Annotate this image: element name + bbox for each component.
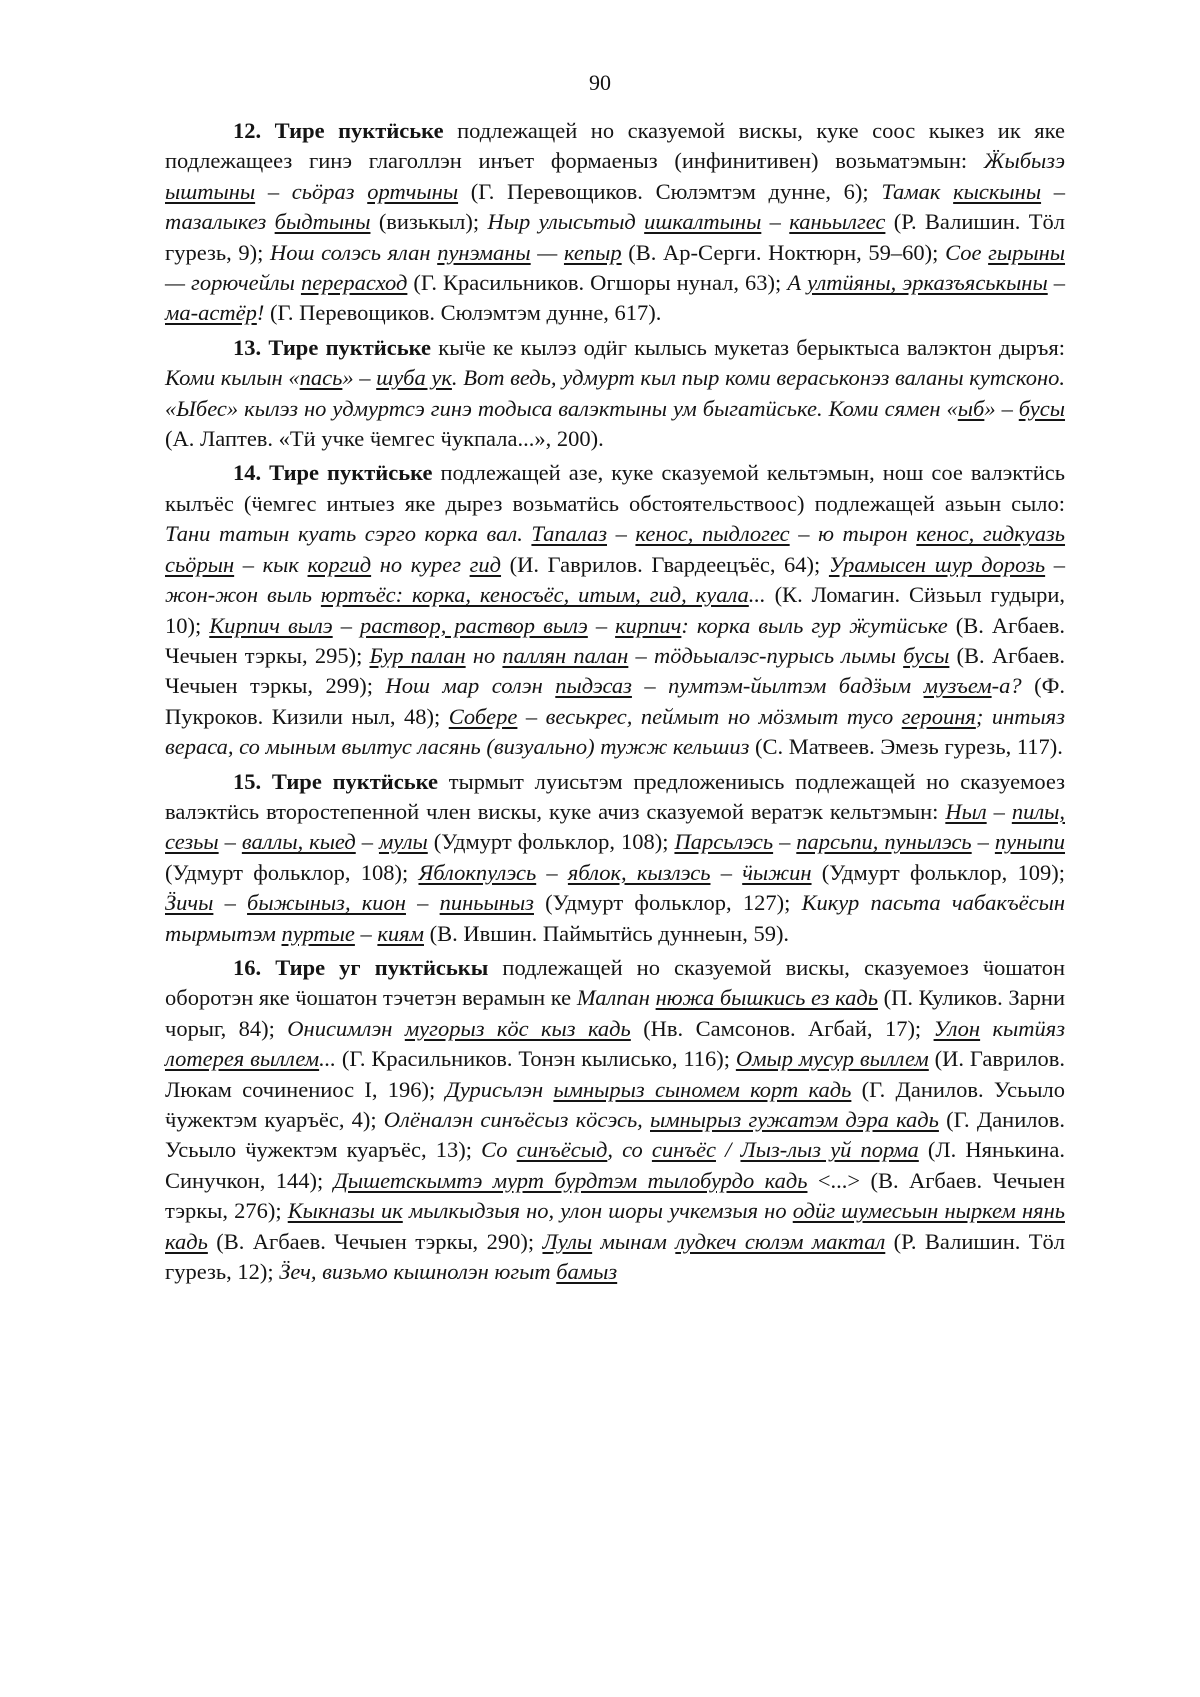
underlined-example <box>934 1016 981 1041</box>
underline: кирпич <box>615 612 682 638</box>
underline: мулы <box>378 829 428 855</box>
plain-text: (Г. Перевощиков. Сюлэмтэм дунне, 617). <box>264 300 662 326</box>
example-text: ! <box>256 300 265 326</box>
underlined-example <box>742 860 811 885</box>
example-text: – <box>986 798 1012 824</box>
underline: пиньыныз <box>439 890 534 916</box>
underlined-example <box>288 1198 403 1223</box>
example-text: – жон-жон выль <box>165 551 1065 608</box>
underline: коргид <box>307 551 372 577</box>
underlined-example <box>736 1046 929 1071</box>
plain-text: (Г. Данилов. Усьыло ӵужектэм куаръёс, 4); <box>165 1076 1065 1132</box>
underline: Тапалаз <box>531 521 607 547</box>
underlined-example <box>674 829 773 854</box>
underlined-example <box>789 209 885 234</box>
underlined-example <box>903 643 949 668</box>
bold-term: 16. <box>233 954 276 980</box>
example-text: – <box>773 829 797 855</box>
underline: пыдэсаз <box>555 673 632 699</box>
underlined-example <box>242 829 356 854</box>
example-text: – <box>213 890 248 916</box>
bold-term: 14. <box>233 460 270 486</box>
underline: героиня <box>901 703 976 729</box>
example-text: – <box>405 890 440 916</box>
underlined-example <box>418 860 536 885</box>
underline: ма-астёр <box>165 300 257 326</box>
bold-term: Тире пуктӥське <box>274 118 444 143</box>
example-text: -а? <box>991 673 1022 699</box>
underlined-example <box>555 673 632 698</box>
underlined-example <box>301 270 407 295</box>
underline: Ныл <box>945 798 987 824</box>
example-text: – <box>1047 270 1065 296</box>
example-text: – <box>971 829 995 855</box>
paragraph-p14 <box>165 458 1065 762</box>
example-text: Онисимлэн <box>287 1015 405 1041</box>
underline: бусы <box>1018 395 1066 421</box>
example-text: – <box>587 612 616 638</box>
bold-term: 15. <box>233 768 272 794</box>
underline: нюжа бышкись ез кадь <box>655 985 878 1011</box>
underlined-example <box>675 1229 885 1254</box>
page-number: 90 <box>589 70 611 95</box>
underline: раствор, раствор вылэ <box>360 612 588 638</box>
underline: ыштыны <box>165 178 256 204</box>
underlined-example <box>531 521 607 546</box>
plain-text: подлежащей азе, куке сказуемой кельтэмын, нош сое валэктӥсь кылъёс (ӵемгес интыез яке дырез возьматӥсь обстоятельствоос) подлежащей азьын сыло: <box>165 460 1065 516</box>
plain-text: (Г. Данилов. Усьыло ӵужектэм куаръёс, 13); <box>165 1107 1065 1163</box>
bold-term: 13. <box>233 334 269 360</box>
underlined-example <box>542 1229 592 1254</box>
underline: ортчыны <box>367 178 459 204</box>
underline: кепыр <box>563 239 622 265</box>
underlined-example <box>275 209 371 234</box>
example-text: но курег <box>371 551 470 577</box>
plain-text: (Г. Перевощиков. Сюлэмтэм дунне, 6); <box>458 178 882 204</box>
underlined-example <box>829 552 1045 577</box>
underline: лудкеч сюлэм мактал <box>675 1228 886 1254</box>
underlined-example <box>165 300 257 325</box>
underlined-example <box>615 613 681 638</box>
underline: ыб <box>957 395 985 421</box>
underline: парсьпи, пунылэсь <box>796 829 972 855</box>
underlined-example <box>924 673 992 698</box>
underlined-example <box>988 240 1065 265</box>
plain-text: (И. Гаврилов. Гвардеецъёс, 64); <box>501 551 829 577</box>
plain-text: (Ф. Пукроков. Кизили ныл, 48); <box>165 673 1066 729</box>
example-text: – кык <box>234 551 308 577</box>
underline: ӵыжин <box>742 859 812 885</box>
example-text: Малпан <box>576 985 656 1011</box>
underlined-example <box>321 582 749 607</box>
underline: Кирпич вылэ <box>209 612 333 638</box>
underlined-example <box>437 240 530 265</box>
example-text: – <box>536 859 568 885</box>
underline: синъёсыд <box>516 1137 608 1163</box>
example-text: – пумтэм-йылтэм бадӟым <box>631 673 924 699</box>
underlined-example <box>379 829 428 854</box>
underlined-example <box>502 643 628 668</box>
underline: кенос, гидкуазь сьӧрын <box>165 521 1066 577</box>
underline: Ӟичы <box>165 890 214 916</box>
plain-text: (К. Ломагин. Сӥзьыл гудыри, 10); <box>165 582 1065 638</box>
underlined-example <box>652 1137 716 1162</box>
plain-text: (В. Ившин. Паймытӥсь дуннеын, 59). <box>423 920 790 946</box>
underline: пась <box>299 365 343 391</box>
plain-text: (В. Агбаев. Чечыен тэркы, 290); <box>207 1228 543 1254</box>
underline: Бур палан <box>369 642 466 668</box>
underline: яблок, кызлэсь <box>567 859 711 885</box>
underline: Яблокпулэсь <box>418 859 537 885</box>
body-text <box>165 116 1065 1291</box>
underline: бусы <box>903 642 950 668</box>
plain-text: (П. Куликов. Зарни чорыг, 84); <box>165 985 1065 1041</box>
underlined-example <box>953 179 1041 204</box>
underlined-example <box>360 613 588 638</box>
underlined-example <box>247 890 406 915</box>
underlined-example <box>807 270 1048 295</box>
underlined-example <box>902 704 976 729</box>
underline: Парсьлэсь <box>674 829 774 855</box>
example-text: — <box>530 239 564 265</box>
example-text: Дурисьлэн <box>445 1076 554 1102</box>
underlined-example <box>165 890 213 915</box>
underline: бамыз <box>556 1259 618 1285</box>
example-text: ... <box>748 582 766 608</box>
underlined-example <box>650 1107 939 1132</box>
underlined-example <box>209 613 332 638</box>
example-text: . Вот ведь, удмурт кыл пыр коми вераськонэз валаны кутсконо. «Ыбес» кылэз но удмуртсэ гинэ тодыса валэктыны ум быгатӥське. Коми сямен « <box>165 365 1065 421</box>
underline: перерасход <box>300 270 408 296</box>
bold-term: Тире пуктӥське <box>269 460 433 486</box>
underline: кыскыны <box>953 178 1042 204</box>
example-text: , со <box>607 1137 652 1163</box>
underlined-example <box>376 365 452 390</box>
underline: киям <box>377 920 424 946</box>
plain-text: <...> (В. Агбаев. Чечыен тэркы, 276); <box>165 1167 1065 1224</box>
underlined-example <box>644 209 761 234</box>
plain-text: (Г. Красильников. Тонэн кылисько, 116); <box>335 1046 736 1072</box>
underlined-example <box>377 921 424 946</box>
example-text: – <box>710 859 743 885</box>
paragraph-p13 <box>165 333 1065 455</box>
example-text: Олёналэн синъёсыз кӧсэсь, <box>383 1107 650 1132</box>
example-text: – ю тырон <box>789 521 917 547</box>
underlined-example <box>470 552 501 577</box>
underline: быжыныз, кион <box>247 890 406 916</box>
plain-text: подлежащей но сказуемой вискы, сказуемоез ӵошатон оборотэн яке ӵошатон тэчетэн верамын ке <box>165 954 1065 1011</box>
underline: ултӥяны, эрказъяськыны <box>807 270 1048 296</box>
underlined-example <box>635 521 789 546</box>
example-text: » – <box>984 395 1019 421</box>
example-text: – <box>354 920 378 946</box>
underline: синъёс <box>651 1137 716 1163</box>
underlined-example <box>165 1046 319 1071</box>
example-text: кытӥяз <box>980 1015 1066 1041</box>
example-text: – тазалыкез <box>165 178 1066 235</box>
underline: ишкалтыны <box>644 209 762 235</box>
example-text: / <box>715 1137 741 1163</box>
underlined-example <box>568 860 711 885</box>
underlined-example <box>958 396 985 421</box>
example-text: – веськрес, пеймыт но мӧзмыт тусо <box>517 703 902 729</box>
underlined-example <box>517 1137 608 1162</box>
underline: кенос, пыдлогес <box>635 521 790 547</box>
underlined-example <box>740 1137 918 1162</box>
example-text: – <box>218 829 242 855</box>
plain-text: (В. Ар-Серги. Ноктюрн, 59–60); <box>621 239 946 265</box>
underline: мугорыз кӧс кыз кадь <box>404 1015 631 1041</box>
underline: Улон <box>933 1015 981 1041</box>
example-text: ; интыяз вераса, со мыным вылтус ласянь (визуально) тужж кельшиз <box>165 703 1065 760</box>
underline: пилы, сезьы <box>165 798 1065 855</box>
underlined-example <box>405 1016 631 1041</box>
example-text: Коми кылын « <box>165 365 300 391</box>
paragraph-p12 <box>165 116 1065 329</box>
underline: Собере <box>448 703 518 729</box>
underline: ымнырыз гужатэм дэра кадь <box>650 1107 939 1132</box>
example-text: Тамак <box>881 178 954 204</box>
plain-text: (И. Гаврилов. Люкам сочинениос I, 196); <box>165 1046 1065 1102</box>
underlined-example <box>1019 396 1065 421</box>
underlined-example <box>449 704 518 729</box>
underline: каньылгес <box>789 209 886 235</box>
plain-text: (Р. Валишин. Тӧл гурезь, 12); <box>165 1228 1066 1285</box>
underline: одӥг шумесьын ныркем нянь кадь <box>165 1198 1065 1254</box>
example-text: – <box>332 612 360 638</box>
plain-text: (Удмурт фольклор, 127); <box>533 890 802 916</box>
underline: Кыкназы ик <box>287 1198 403 1224</box>
underlined-example <box>282 921 355 946</box>
underline: паллян палан <box>502 642 629 668</box>
plain-text: тырмыт луисьтэм предложениысь подлежащей но сказуемоез валэктӥсь второстепенной член вискы, куке ачиз сказуемой вератэк кельтэмын: <box>165 768 1066 824</box>
underline: юртъёс: корка, кеносъёс, итым, гид, куала <box>320 582 749 608</box>
example-text: мылкыдзыя но, улон шоры учкемзыя но <box>402 1198 793 1224</box>
example-text: Ӟеч, визьмо кышнолэн югыт <box>279 1259 557 1285</box>
underlined-example <box>796 829 971 854</box>
underlined-example <box>553 1077 851 1102</box>
underlined-example <box>367 179 458 204</box>
plain-text: (Г. Красильников. Огшоры нунал, 63); <box>407 270 788 296</box>
bold-term: 12. <box>233 118 275 143</box>
example-text: Со <box>481 1137 517 1163</box>
underline: Дышетскымтэ мурт бурдтэм тылобурдо кадь <box>333 1167 808 1193</box>
underlined-example <box>308 552 372 577</box>
plain-text: (В. Агбаев. Чечыен тэркы, 299); <box>165 642 1066 699</box>
underlined-example <box>995 829 1065 854</box>
underline: пунэманы <box>437 239 531 265</box>
underlined-example <box>370 643 466 668</box>
plain-text: (Удмурт фольклор, 109); <box>811 859 1066 885</box>
example-text: – <box>607 521 636 547</box>
underlined-example <box>300 365 343 390</box>
underline: шуба ук <box>376 365 452 391</box>
paragraph-p15 <box>165 767 1065 949</box>
bold-term: Тире уг пуктӥськы <box>275 954 489 980</box>
example-text: — горючейлы <box>165 270 301 296</box>
example-text: мынам <box>592 1228 676 1254</box>
bold-term: Тире пуктӥське <box>271 768 439 794</box>
example-text: – сьӧраз <box>255 178 368 204</box>
underline: ымнырыз сыномем корт кадь <box>553 1076 852 1102</box>
underlined-example <box>165 179 255 204</box>
example-text: » – <box>342 365 377 391</box>
underline: гид <box>469 551 502 577</box>
example-text: Ӝыбызэ <box>983 148 1065 174</box>
plain-text: (Удмурт фольклор, 108); <box>427 829 675 855</box>
example-text: Нош мар солэн <box>385 673 556 699</box>
example-text: но <box>465 642 503 668</box>
example-text: : корка выль гур ӝутӥське <box>681 612 948 638</box>
plain-text: (Нв. Самсонов. Агбай, 17); <box>630 1015 934 1041</box>
underline: Омыр мусур выллем <box>735 1046 929 1072</box>
bold-term: Тире пуктӥське <box>268 334 432 360</box>
plain-text: кыӵе ке кылэз одӥг кылысь мукетаз берыктыса валэктон дыръя: <box>431 334 1065 360</box>
underlined-example <box>556 1259 617 1284</box>
plain-text: (визькыл); <box>370 209 488 235</box>
underline: Лыз-лыз уй порма <box>740 1137 919 1163</box>
underline: пуртые <box>281 920 355 946</box>
example-text: Кикур пасьта чабакъёсын тырмытэм <box>165 890 1065 946</box>
plain-text: (С. Матвеев. Эмезь гурезь, 117). <box>749 734 1063 760</box>
underline: Урамысен шур дорозь <box>828 551 1046 577</box>
example-text: – тӧдьыалэс-пурысь лымы <box>628 642 904 668</box>
underline: быдтыны <box>274 209 371 235</box>
plain-text: подлежащей но сказуемой вискы, куке соос кыкез ик яке подлежащеез гинэ глаголлэн инъет формаеныз (инфинитивен) возьматэмын: <box>165 118 1065 174</box>
plain-text: (В. Агбаев. Чечыен тэркы, 295); <box>165 612 1065 668</box>
underlined-example <box>656 985 878 1010</box>
plain-text: (Р. Валишин. Тӧл гурезь, 9); <box>165 209 1065 265</box>
plain-text: (Удмурт фольклор, 108); <box>165 859 419 885</box>
underline: пуныпи <box>994 829 1066 855</box>
underline: Лулы <box>542 1228 593 1254</box>
underlined-example <box>564 240 622 265</box>
example-text: Ныр улысьтыд <box>487 209 645 235</box>
example-text: А <box>787 270 808 296</box>
underlined-example <box>945 799 986 824</box>
example-text: ... <box>319 1046 336 1072</box>
example-text: Сое <box>945 239 989 265</box>
example-text: Нош солэсь ялан <box>270 239 438 265</box>
underline: музъем <box>923 673 992 699</box>
underlined-example <box>334 1168 808 1193</box>
paragraph-p16 <box>165 953 1065 1287</box>
plain-text: (А. Лаптев. «Тӥ учке ӵемгес ӵукпала...», 200). <box>165 426 604 452</box>
underline: валлы, кыед <box>241 829 356 855</box>
example-text: Тани татын куать сэрго корка вал. <box>165 521 532 547</box>
example-text: – <box>355 829 379 855</box>
plain-text: (Л. Нянькина. Синучкон, 144); <box>165 1137 1065 1193</box>
example-text: – <box>761 209 790 235</box>
underline: гырыны <box>988 239 1066 265</box>
underlined-example <box>440 890 534 915</box>
underline: лотерея выллем <box>165 1046 320 1072</box>
